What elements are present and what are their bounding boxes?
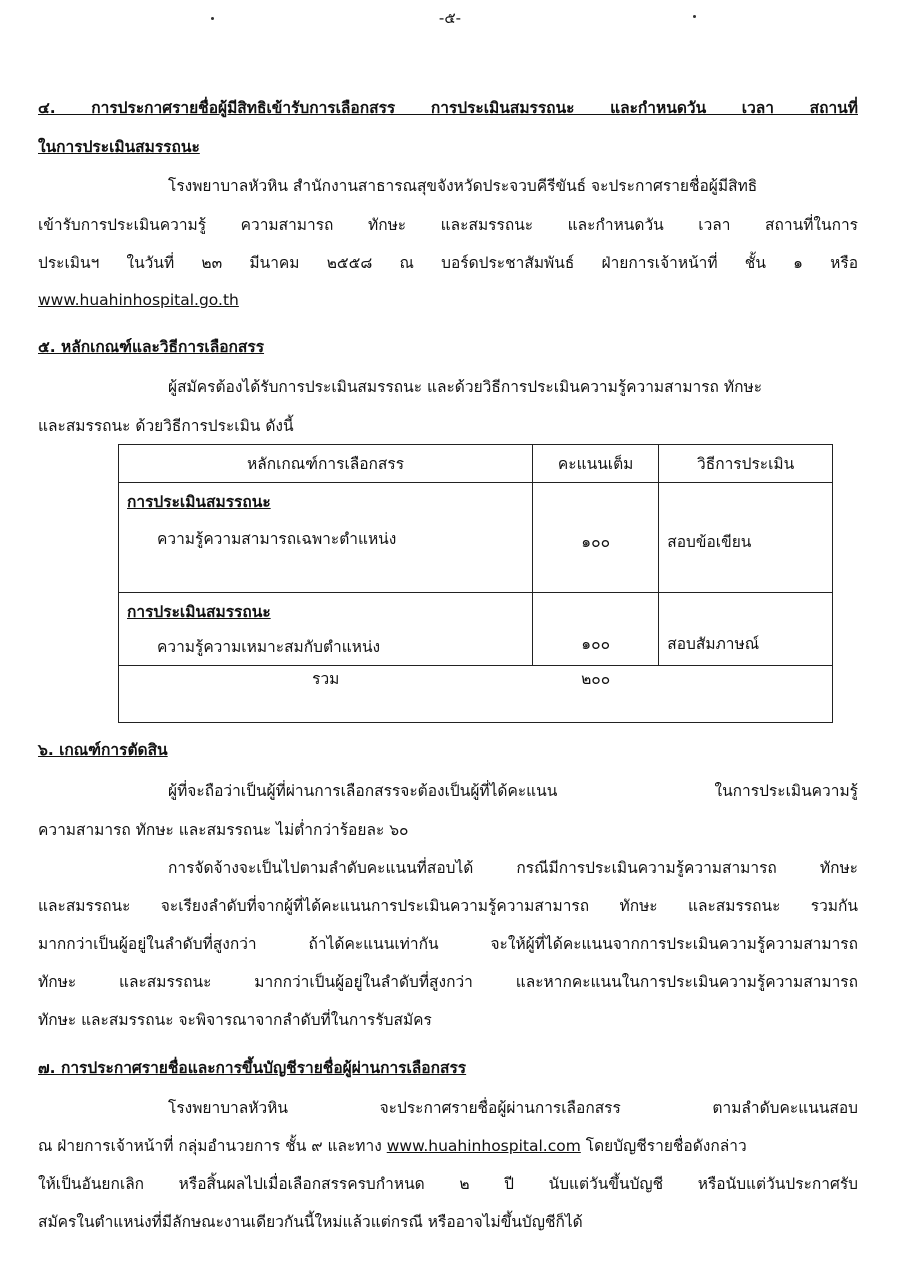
section-7-heading: ๗. การประกาศรายชื่อและการขึ้นบัญชีรายชื่อผู้ผ่านการเลือกสรร (38, 1059, 467, 1077)
group-score: ๑๐๐ (581, 635, 611, 653)
website-link-2[interactable]: www.huahinhospital.com (386, 1137, 581, 1155)
group-title: การประเมินสมรรถนะ (127, 603, 271, 621)
total-score: ๒๐๐ (533, 666, 659, 723)
section-6-para-line5: มากกว่าเป็นผู้อยู่ในลำดับที่สูงกว่า ถ้าได้คะแนนเท่ากัน จะให้ผู้ที่ได้คะแนนจากการประเมินความรู้ความสามารถ (38, 935, 858, 953)
group-item: ความรู้ความสามารถเฉพาะตำแหน่ง (157, 530, 397, 548)
website-link[interactable]: www.huahinhospital.go.th (38, 291, 239, 309)
section-5-para-line1: ผู้สมัครต้องได้รับการประเมินสมรรถนะ และด้วยวิธีการประเมินความรู้ความสามารถ ทักษะ (168, 378, 763, 396)
section-6-para-line4: และสมรรถนะ จะเรียงลำดับที่จากผู้ที่ได้คะแนนการประเมินความรู้ความสามารถ ทักษะ และสมรรถนะ รวมกัน (38, 897, 858, 915)
group-title: การประเมินสมรรถนะ (127, 493, 271, 511)
section-5-para-line2: และสมรรถนะ ด้วยวิธีการประเมิน ดังนี้ (38, 417, 294, 435)
criteria-table (118, 444, 833, 723)
group-method: สอบข้อเขียน (667, 533, 752, 551)
section-6-para-line7: ทักษะ และสมรรถนะ จะพิจารณาจากลำดับที่ในการรับสมัคร (38, 1011, 432, 1029)
section-4-para-line1: โรงพยาบาลหัวหิน สำนักงานสาธารณสุขจังหวัดประจวบคีรีขันธ์ จะประกาศรายชื่อผู้มีสิทธิ (168, 177, 758, 195)
table-header-row (119, 445, 833, 483)
scan-speck (693, 15, 696, 18)
section-4-para-line3: ประเมินฯ ในวันที่ ๒๓ มีนาคม ๒๕๕๘ ณ บอร์ดประชาสัมพันธ์ ฝ่ายการเจ้าหน้าที่ ชั้น ๑ หรือ (38, 254, 858, 272)
section-6-para-line3: การจัดจ้างจะเป็นไปตามลำดับคะแนนที่สอบได้ กรณีมีการประเมินความรู้ความสามารถ ทักษะ (168, 859, 858, 877)
section-4-para-line2: เข้ารับการประเมินความรู้ ความสามารถ ทักษะ และสมรรถนะ และกำหนดวัน เวลา สถานที่ในการ (38, 216, 858, 234)
section-4-heading-line1: ๔. การประกาศรายชื่อผู้มีสิทธิเข้ารับการเลือกสรร การประเมินสมรรถนะ และกำหนดวัน เวลา สถานที่ (38, 99, 858, 117)
section-6-heading: ๖. เกณฑ์การตัดสิน (38, 741, 168, 759)
header-full-score: คะแนนเต็ม (533, 445, 659, 483)
page-number: -๕- (438, 9, 462, 27)
section-7-para-line2 (38, 1136, 858, 1156)
table-total-row (119, 666, 833, 723)
total-label: รวม (119, 666, 533, 723)
table-row (119, 483, 833, 593)
section-7-para-line2-start: ณ ฝ่ายการเจ้าหน้าที่ กลุ่มอำนวยการ ชั้น ๙ และทาง (38, 1137, 382, 1155)
header-method: วิธีการประเมิน (659, 445, 833, 483)
section-6-para-line2: ความสามารถ ทักษะ และสมรรถนะ ไม่ต่ำกว่าร้อยละ ๖๐ (38, 821, 409, 839)
header-criteria: หลักเกณฑ์การเลือกสรร (119, 445, 533, 483)
group-method: สอบสัมภาษณ์ (667, 635, 760, 653)
group-item: ความรู้ความเหมาะสมกับตำแหน่ง (157, 638, 381, 656)
table-row (119, 593, 833, 666)
section-4-heading-line2: ในการประเมินสมรรถนะ (38, 138, 200, 156)
section-7-para-line1: โรงพยาบาลหัวหิน จะประกาศรายชื่อผู้ผ่านการเลือกสรร ตามลำดับคะแนนสอบ (168, 1099, 858, 1117)
section-6-para-line6: ทักษะ และสมรรถนะ มากกว่าเป็นผู้อยู่ในลำดับที่สูงกว่า และหากคะแนนในการประเมินความรู้ความสามารถ (38, 973, 858, 991)
group-score: ๑๐๐ (581, 533, 611, 551)
section-7-para-line2-end: โดยบัญชีรายชื่อดังกล่าว (585, 1137, 747, 1155)
scan-speck (211, 17, 214, 20)
section-6-para-line1: ผู้ที่จะถือว่าเป็นผู้ที่ผ่านการเลือกสรรจะต้องเป็นผู้ที่ได้คะแนน ในการประเมินความรู้ (168, 782, 858, 800)
section-5-heading: ๕. หลักเกณฑ์และวิธีการเลือกสรร (38, 338, 265, 356)
section-7-para-line3: ให้เป็นอันยกเลิก หรือสิ้นผลไปเมื่อเลือกสรรครบกำหนด ๒ ปี นับแต่วันขึ้นบัญชี หรือนับแต่วันประกาศรับ (38, 1175, 858, 1193)
section-7-para-line4: สมัครในตำแหน่งที่มีลักษณะงานเดียวกันนี้ใหม่แล้วแต่กรณี หรืออาจไม่ขึ้นบัญชีก็ได้ (38, 1213, 583, 1231)
